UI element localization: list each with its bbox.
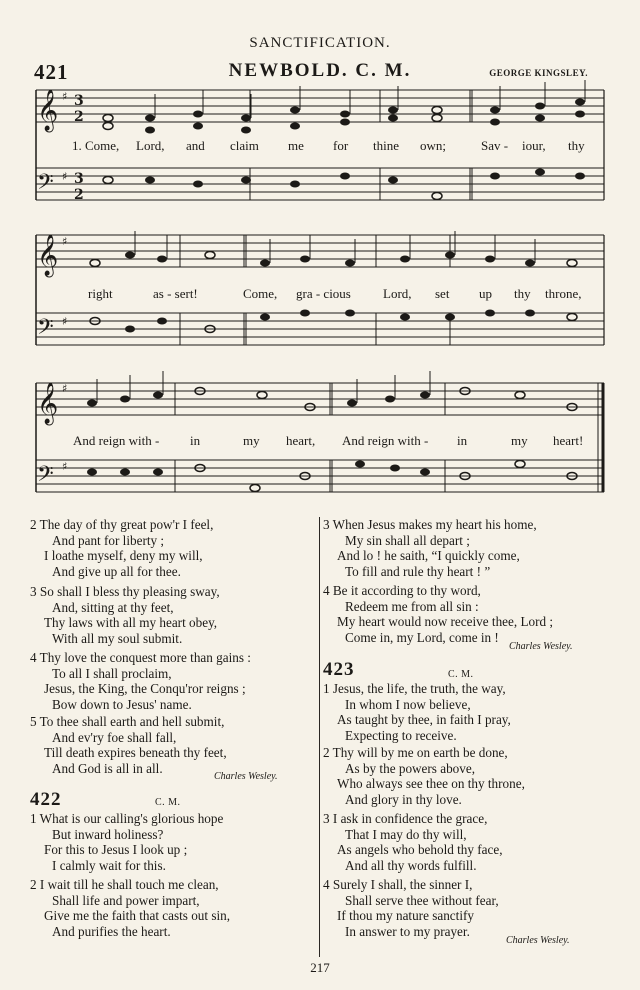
lyric: for	[333, 138, 349, 153]
sharp-icon: ♯	[62, 460, 68, 473]
sharp-icon: ♯	[62, 315, 68, 328]
lyric: iour,	[522, 138, 546, 153]
time-signature: 2	[74, 109, 84, 125]
staff-system1-treble	[36, 90, 604, 122]
verse-line: Give me the faith that casts out sin,	[44, 908, 231, 924]
hymn-423-verse-4	[323, 877, 499, 939]
verse-line: 3 When Jesus makes my heart his home,	[323, 517, 537, 532]
verse-line: And lo ! he saith, “I quickly come,	[337, 548, 520, 564]
sharp-icon: ♯	[62, 170, 68, 183]
verse-line: If thou my nature sanctify	[337, 908, 474, 924]
lyric: 1. Come,	[72, 138, 120, 153]
hymn-421-number: 421	[34, 60, 69, 84]
sharp-icon: ♯	[62, 382, 68, 395]
hymn-421-verse-4	[30, 650, 251, 712]
treble-clef-icon: 𝄞	[37, 235, 59, 276]
hymn-423-verse-2	[323, 745, 525, 807]
page-number: 217	[310, 960, 330, 975]
verse-line: And God is all in all.	[52, 760, 163, 776]
verse-line: And all thy words fulfill.	[345, 857, 477, 873]
verse-line: I calmly wait for this.	[52, 857, 166, 873]
bass-clef-icon: 𝄢	[37, 462, 54, 492]
verse-line: And pant for liberty ;	[52, 532, 165, 548]
lyric: Sav -	[481, 138, 509, 153]
verse-line: And give up all for thee.	[52, 563, 181, 579]
lyric: Lord,	[383, 286, 412, 301]
hymn-422-verse-2	[30, 877, 230, 939]
meter: C. M.	[448, 669, 474, 680]
verse-line: 4 Thy love the conquest more than gains :	[30, 650, 251, 665]
lyric: heart!	[553, 433, 584, 448]
lyric: heart,	[286, 433, 316, 448]
verse-line: I loathe myself, deny my will,	[44, 548, 203, 564]
hymn-423-verse-1	[323, 681, 511, 743]
verse-line: Bow down to Jesus' name.	[52, 696, 192, 712]
verse-line: 4 Surely I shall, the sinner I,	[323, 877, 473, 892]
lyric: gra - cious	[296, 286, 351, 301]
verse-line: Jesus, the King, the Conqu'ror reigns ;	[44, 681, 246, 697]
verse-line: 2 I wait till he shall touch me clean,	[30, 877, 219, 892]
lyric: Come,	[243, 286, 278, 301]
lyric: in	[190, 433, 201, 448]
hymn-421-verse-5	[30, 714, 227, 776]
verse-line: Shall life and power impart,	[52, 892, 200, 908]
lyric: set	[435, 286, 450, 301]
verse-line: In answer to my prayer.	[345, 923, 470, 939]
lyric: thine	[373, 138, 399, 153]
verse-line: 2 Thy will by me on earth be done,	[323, 745, 508, 760]
hymn-423-verse-3	[323, 811, 503, 873]
verse-line: My heart would now receive thee, Lord ;	[337, 614, 554, 630]
hymn-423-number: 423	[323, 659, 355, 680]
lyric: own;	[420, 138, 446, 153]
verse-line: And purifies the heart.	[52, 923, 171, 939]
verse-line: To fill and rule thy heart ! ”	[345, 563, 491, 579]
sharp-icon: ♯	[62, 90, 68, 103]
column-divider	[319, 517, 320, 957]
verse-line: 3 I ask in confidence the grace,	[323, 811, 488, 826]
verse-line: For this to Jesus I look up ;	[44, 842, 188, 858]
sharp-icon: ♯	[62, 235, 68, 248]
hymn-421-verse-2	[30, 517, 213, 579]
bass-clef-icon: 𝄢	[37, 315, 54, 345]
lyric: up	[479, 286, 492, 301]
verse-line: As taught by thee, in faith I pray,	[337, 712, 511, 728]
hymn-422-number: 422	[30, 789, 62, 810]
time-signature: 2	[74, 187, 84, 203]
lyric: in	[457, 433, 468, 448]
lyric: thy	[514, 286, 531, 301]
time-signature: 3	[74, 93, 84, 109]
verse-line: Come in, my Lord, come in !	[345, 629, 499, 645]
lyric: claim	[230, 138, 259, 153]
lyric: as - sert!	[153, 286, 198, 301]
staff-system3-bass	[36, 460, 604, 492]
verse-line: 1 Jesus, the life, the truth, the way,	[323, 681, 506, 696]
verse-line: To all I shall proclaim,	[52, 665, 172, 681]
verse-line: 3 So shall I bless thy pleasing sway,	[30, 584, 220, 599]
stems	[97, 80, 585, 403]
hymn-422-verse-3	[323, 517, 537, 579]
lyric: Lord,	[136, 138, 165, 153]
verse-line: And glory in thy love.	[345, 791, 462, 807]
verse-line: As angels who behold thy face,	[337, 842, 503, 858]
treble-clef-icon: 𝄞	[37, 383, 59, 424]
verse-line: And ev'ry foe shall fall,	[52, 729, 177, 745]
verse-line: 2 The day of thy great pow'r I feel,	[30, 517, 214, 532]
staff-system2-bass	[36, 313, 604, 345]
author: Charles Wesley.	[509, 641, 573, 652]
hymn-421-verse-3	[30, 584, 220, 646]
verse-line: In whom I now believe,	[345, 696, 471, 712]
staff-system1-bass	[36, 168, 604, 200]
verse-line: Who always see thee on thy throne,	[337, 776, 525, 792]
lyric: throne,	[545, 286, 582, 301]
hymn-422-verse-1	[30, 811, 223, 873]
verse-line: 4 Be it according to thy word,	[323, 583, 481, 598]
time-signature: 3	[74, 171, 84, 187]
lyric: me	[288, 138, 304, 153]
tune-title: NEWBOLD. C. M.	[228, 60, 412, 81]
lyric: And reign with -	[342, 433, 429, 448]
lyric: my	[511, 433, 528, 448]
verse-line: Redeem me from all sin :	[345, 598, 479, 614]
lyric: my	[243, 433, 260, 448]
author: Charles Wesley.	[214, 771, 278, 782]
composer: GEORGE KINGSLEY.	[489, 68, 588, 78]
treble-clef-icon: 𝄞	[37, 90, 59, 131]
verse-line: Expecting to receive.	[345, 727, 457, 743]
meter: C. M.	[155, 797, 181, 808]
verse-line: My sin shall all depart ;	[345, 532, 470, 548]
running-head: SANCTIFICATION.	[249, 35, 391, 51]
verse-line: And, sitting at thy feet,	[52, 599, 174, 615]
staff-system2-treble	[36, 235, 604, 267]
verse-line: 1 What is our calling's glorious hope	[30, 811, 224, 826]
author: Charles Wesley.	[506, 935, 570, 946]
verse-line: That I may do thy will,	[345, 826, 467, 842]
lyric: and	[186, 138, 205, 153]
verse-line: Thy laws with all my heart obey,	[44, 615, 218, 631]
verse-line: 5 To thee shall earth and hell submit,	[30, 714, 225, 729]
verse-line: Shall serve thee without fear,	[345, 892, 499, 908]
hymn-422-verse-4	[323, 583, 553, 645]
verse-line: Till death expires beneath thy feet,	[44, 745, 227, 761]
lyric: thy	[568, 138, 585, 153]
bass-clef-icon: 𝄢	[37, 170, 54, 200]
lyric: And reign with -	[73, 433, 160, 448]
verse-line: But inward holiness?	[52, 826, 164, 842]
lyric: right	[88, 286, 113, 301]
verse-line: With all my soul submit.	[52, 630, 183, 646]
verse-line: As by the powers above,	[345, 760, 476, 776]
